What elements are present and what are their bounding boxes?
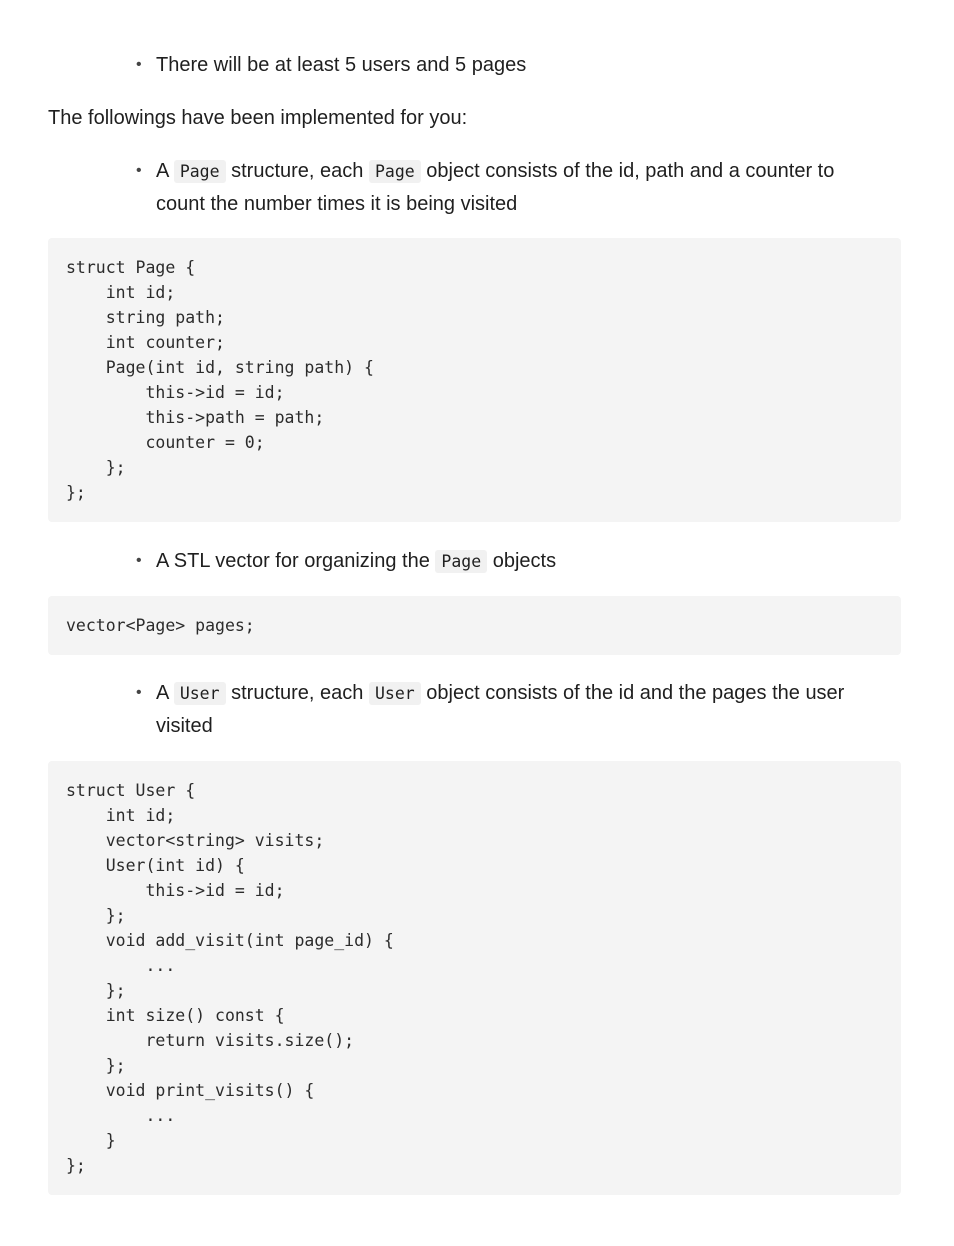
bullet-item-user — [136, 677, 886, 742]
code-line: ... — [66, 1106, 176, 1125]
code-line: }; — [66, 1156, 86, 1175]
code-line: }; — [66, 906, 126, 925]
code-line: int size() const { — [66, 1006, 285, 1025]
code-line: this->id = id; — [66, 881, 285, 900]
bullet-item — [136, 49, 886, 81]
code-line: }; — [66, 483, 86, 502]
code-line: ... — [66, 956, 176, 975]
inline-code: Page — [369, 160, 421, 183]
text: A — [156, 682, 169, 704]
code-line: int id; — [66, 806, 176, 825]
code-line: }; — [66, 1056, 126, 1075]
inline-code: User — [369, 682, 421, 705]
code-line: } — [66, 1131, 116, 1150]
inline-code: User — [174, 682, 226, 705]
bullet-icon: • — [136, 552, 142, 569]
paragraph: The followings have been implemented for you: — [48, 107, 468, 129]
code-line: struct Page { — [66, 258, 196, 277]
code-line: this->id = id; — [66, 383, 285, 402]
bullet-item-page — [136, 155, 886, 220]
code-line: string path; — [66, 308, 225, 327]
code-line: counter = 0; — [66, 433, 265, 452]
text: structure, each — [231, 682, 364, 704]
code-line: struct User { — [66, 781, 196, 800]
code-line: this->path = path; — [66, 408, 325, 427]
text: A — [156, 160, 169, 182]
code-block-vector — [48, 596, 901, 655]
text: object consists of the id, path and a counter to count the number times it is being visited — [156, 160, 835, 215]
code-line: User(int id) { — [66, 856, 245, 875]
code-line: vector<string> visits; — [66, 831, 325, 850]
code-block-user — [48, 761, 901, 1195]
text: structure, each — [231, 160, 364, 182]
bullet-icon: • — [136, 162, 142, 179]
code-line: vector<Page> pages; — [66, 616, 255, 635]
text: objects — [492, 550, 557, 572]
bullet-icon: • — [136, 56, 142, 73]
code-line: int counter; — [66, 333, 225, 352]
bullet-item-vector — [136, 545, 886, 578]
inline-code: Page — [435, 550, 487, 573]
inline-code: Page — [174, 160, 226, 183]
code-block-page — [48, 238, 901, 522]
text: A STL vector for organizing the — [156, 550, 430, 572]
code-line: }; — [66, 458, 126, 477]
bullet-text: There will be at least 5 users and 5 pages — [156, 54, 527, 76]
code-line: return visits.size(); — [66, 1031, 355, 1050]
text: object consists of the id and the pages the user visited — [156, 682, 845, 737]
code-line: void add_visit(int page_id) { — [66, 931, 394, 950]
code-line: }; — [66, 981, 126, 1000]
bullet-icon: • — [136, 684, 142, 701]
code-line: Page(int id, string path) { — [66, 358, 374, 377]
code-line: void print_visits() { — [66, 1081, 315, 1100]
code-line: int id; — [66, 283, 176, 302]
